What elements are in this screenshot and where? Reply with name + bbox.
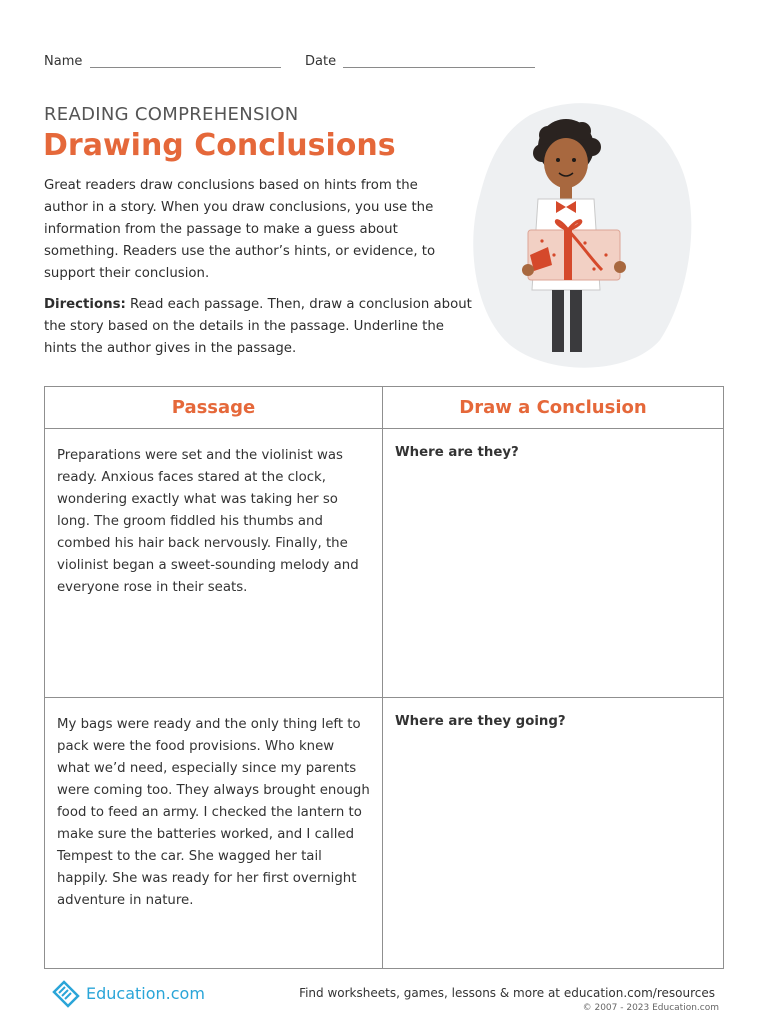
education-logo-icon: [50, 978, 82, 1008]
passage-table: [44, 386, 724, 969]
date-row: [305, 54, 336, 69]
date-field-line[interactable]: [343, 67, 535, 68]
table-row: [45, 698, 724, 969]
footer-tagline[interactable]: Find worksheets, games, lessons & more at education.com/resources: [299, 986, 715, 1000]
question-text: Where are they going?: [395, 714, 566, 729]
conclusion-header: Draw a Conclusion: [383, 387, 724, 429]
logo-text: Education.com: [86, 983, 205, 1003]
name-field-line[interactable]: [90, 67, 281, 68]
directions-text: Read each passage. Then, draw a conclusion about the story based on the details in the passage. Underline the hints the author gives in the passage.: [44, 297, 472, 356]
question-text: Where are they?: [395, 445, 519, 460]
name-date-row: [44, 54, 82, 69]
date-label: Date: [305, 54, 337, 69]
education-logo[interactable]: [50, 978, 205, 1008]
section-kicker: READING COMPREHENSION: [44, 104, 299, 125]
passage-header: Passage: [45, 387, 383, 429]
intro-paragraph: Great readers draw conclusions based on hints from the author in a story. When you draw conclusions, you use the information from the passage to make a guess about something. Readers use the author’s hints, or evidence, to support their conclusion.: [44, 178, 436, 281]
directions-label: Directions:: [44, 297, 126, 312]
child-holding-gift-illustration: [470, 95, 695, 370]
passage-text: Preparations were set and the violinist was ready. Anxious faces stared at the clock, wondering exactly what was taking her so long. The groom fiddled his thumbs and combed his hair back nervously. Finally, the violinist began a sweet-sounding melody and everyone rose in their seats.: [45, 429, 383, 698]
name-label: Name: [44, 54, 83, 69]
table-row: [45, 429, 724, 698]
conclusion-answer-cell[interactable]: [383, 698, 724, 969]
footer-copyright: © 2007 - 2023 Education.com: [582, 1003, 719, 1013]
directions-paragraph: [44, 294, 474, 360]
page-title: Drawing Conclusions: [43, 128, 396, 163]
conclusion-answer-cell[interactable]: [383, 429, 724, 698]
passage-text: My bags were ready and the only thing left to pack were the food provisions. Who knew what we’d need, especially since my parents were coming too. They always brought enough food to feed an army. I checked the lantern to make sure the batteries worked, and I called Tempest to the car. She wagged her tail happily. She was ready for her first overnight adventure in nature.: [45, 698, 383, 969]
